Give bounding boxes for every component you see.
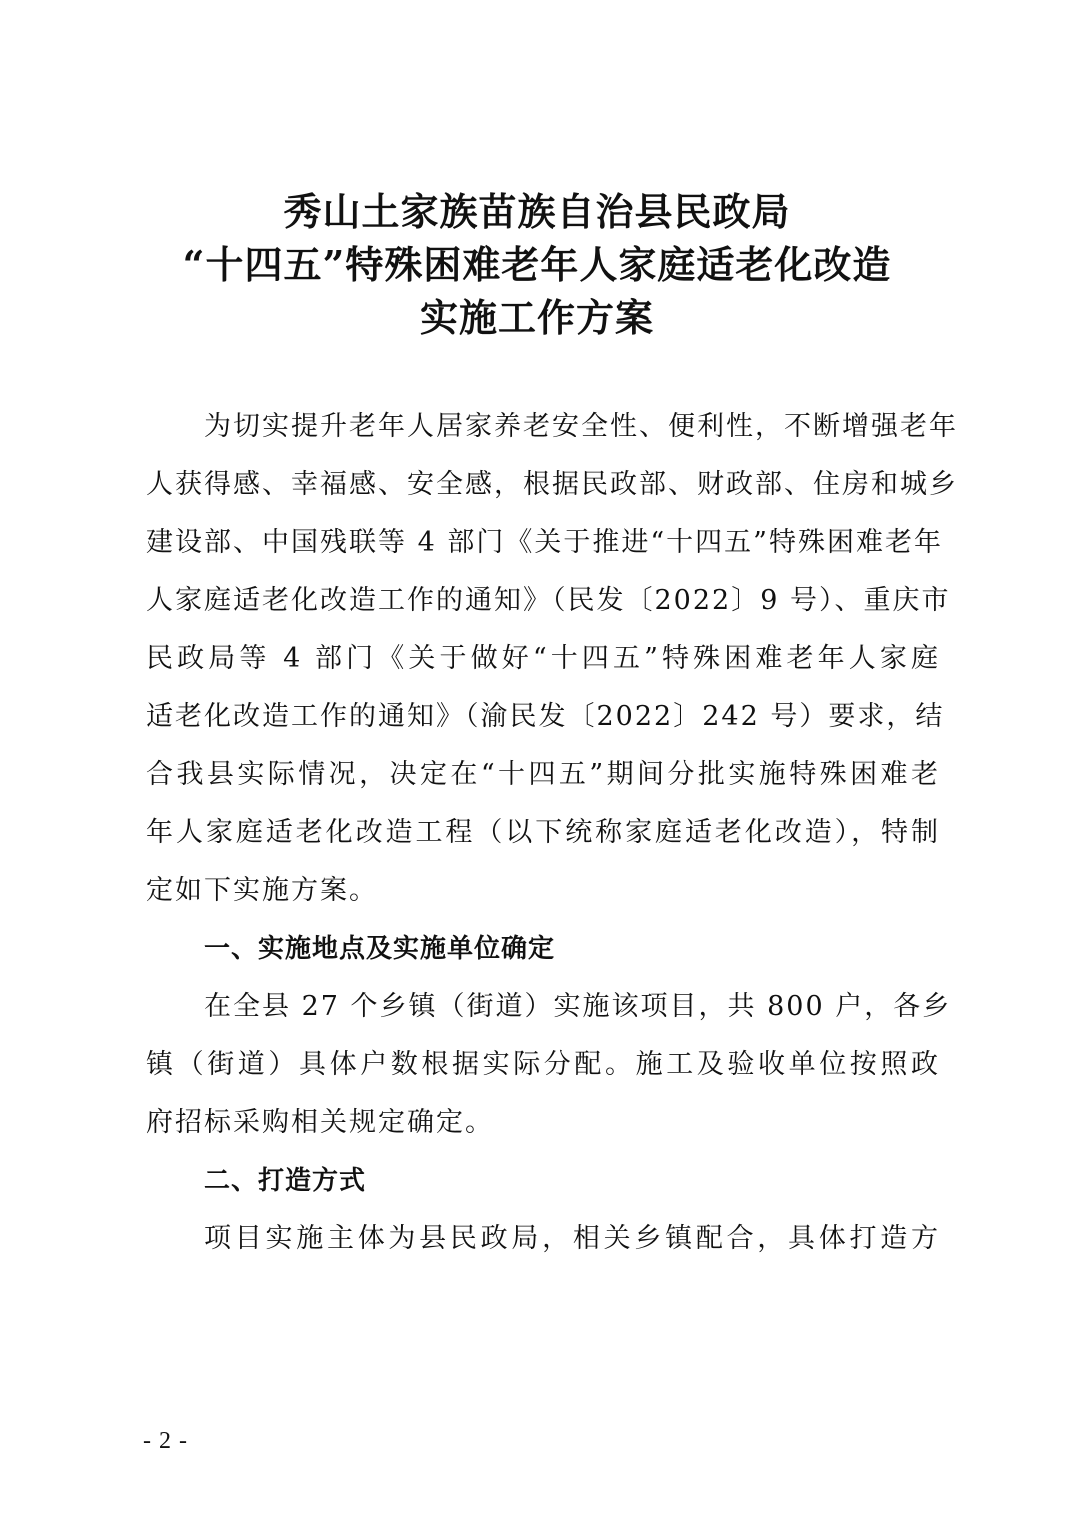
section-1-paragraph [146, 978, 952, 1152]
intro-paragraph [146, 398, 958, 920]
section-2-paragraph [146, 1210, 940, 1268]
document-body [146, 398, 958, 1268]
section-2-line-1: 项目实施主体为县民政局，相关乡镇配合，具体打造方 [204, 1223, 940, 1254]
intro-line-7: 合我县实际情况，决定在“十四五”期间分批实施特殊困难老 [146, 759, 940, 790]
intro-line-3: 建设部、中国残联等 4 部门《关于推进“十四五”特殊困难老年 [146, 527, 943, 558]
title-line-1: 秀山土家族苗族自治县民政局 [283, 189, 791, 234]
intro-line-8: 年人家庭适老化改造工程（以下统称家庭适老化改造），特制 [146, 817, 940, 848]
title-line-3: 实施工作方案 [419, 295, 654, 340]
document-title [0, 185, 1074, 344]
section-1-line-3: 府招标采购相关规定确定。 [146, 1107, 494, 1138]
intro-line-5: 民政局等 4 部门《关于做好“十四五”特殊困难老年人家庭 [146, 643, 940, 674]
section-1-heading: 一、实施地点及实施单位确定 [204, 934, 556, 964]
intro-line-1: 为切实提升老年人居家养老安全性、便利性，不断增强老年 [204, 411, 958, 442]
title-line-2: “十四五”特殊困难老年人家庭适老化改造 [182, 242, 892, 287]
intro-line-4: 人家庭适老化改造工作的通知》（民发〔2022〕9 号）、重庆市 [146, 585, 951, 616]
section-1-line-1: 在全县 27 个乡镇（街道）实施该项目，共 800 户，各乡 [204, 991, 952, 1022]
section-2-heading: 二、打造方式 [204, 1166, 367, 1196]
page-number: - 2 - [143, 1428, 188, 1454]
intro-line-2: 人获得感、幸福感、安全感，根据民政部、财政部、住房和城乡 [146, 469, 958, 500]
intro-line-6: 适老化改造工作的通知》（渝民发〔2022〕242 号）要求，结 [146, 701, 945, 732]
intro-line-9: 定如下实施方案。 [146, 875, 378, 906]
section-1-line-2: 镇（街道）具体户数根据实际分配。施工及验收单位按照政 [146, 1049, 940, 1080]
